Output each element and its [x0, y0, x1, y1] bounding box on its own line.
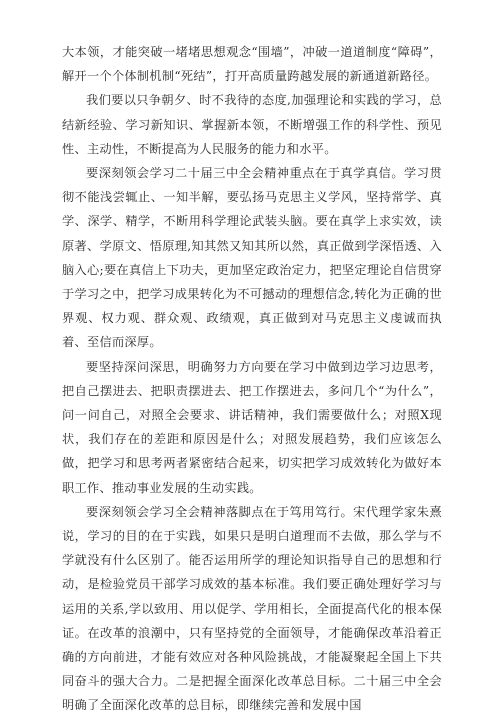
document-body — [62, 40, 442, 718]
paragraph-continuation: 大本领，才能突破一堵堵思想观念“围墙”，冲破一道道制度“障碍”，解开一个个体制机制“死结”，打开高质量跨越发展的新通道新路径。 — [62, 45, 442, 84]
paragraph-learning-attitude: 我们要以只争朝夕、时不我待的态度,加强理论和实践的学习，总结新经验、学习新知识、掌握新本领，不断增强工作的科学性、预见性、主动性，不断提高为人民服务的能力和水平。 — [62, 93, 442, 156]
paragraph-true-study: 要深刻领会学习二十届三中全会精神重点在于真学真信。学习贯彻不能浅尝辄止、一知半解，要弘扬马克思主义学风，坚持常学、真学、深学、精学，不断用科学理论武装头脑。要在真学上求实效，读原著、学原文、悟原理,知其然又知其所以然，真正做到学深悟透、入脑入心;要在真信上下功夫，更加坚定政治定力，把坚定理论自信贯穿于学习之中，把学习成果转化为不可撼动的理想信念,转化为正确的世界观、权力观、群众观、政绩观，真正做到对马克思主义虔诚而执着、至信而深厚。 — [62, 166, 442, 350]
paragraph-practice: 要深刻领会学习全会精神落脚点在于笃用笃行。宋代理学家朱熹说，学习的目的在于实践，如果只是明白道理而不去做，那么学与不学就没有什么区别了。能否运用所学的理论知识指导自己的思想和行动，是检验党员干部学习成效的基本标准。我们要正确处理好学习与运用的关系,学以致用、用以促学、学用相长，全面提高代化的根本保证。在改革的浪潮中，只有坚持党的全面领导，才能确保改革沿着正确的方向前进，才能有效应对各种风险挑战，才能凝聚起全国上下共同奋斗的强大合力。二是把握全面深化改革总目标。二十届三中全会明确了全面深化改革的总目标，即继续完善和发展中国 — [62, 504, 442, 713]
paragraph-deep-thinking: 要坚持深问深思，明确努力方向要在学习中做到边学习边思考，把自己摆进去、把职责摆进去、把工作摆进去，多问几个“为什么”，问一问自己，对照全会要求、讲话精神，我们需要做什么；对照X现状，我们存在的差距和原因是什么；对照发展趋势，我们应该怎么做，把学习和思考两者紧密结合起来，切实把学习成效转化为做好本职工作、推动事业发展的生动实践。 — [62, 359, 442, 495]
